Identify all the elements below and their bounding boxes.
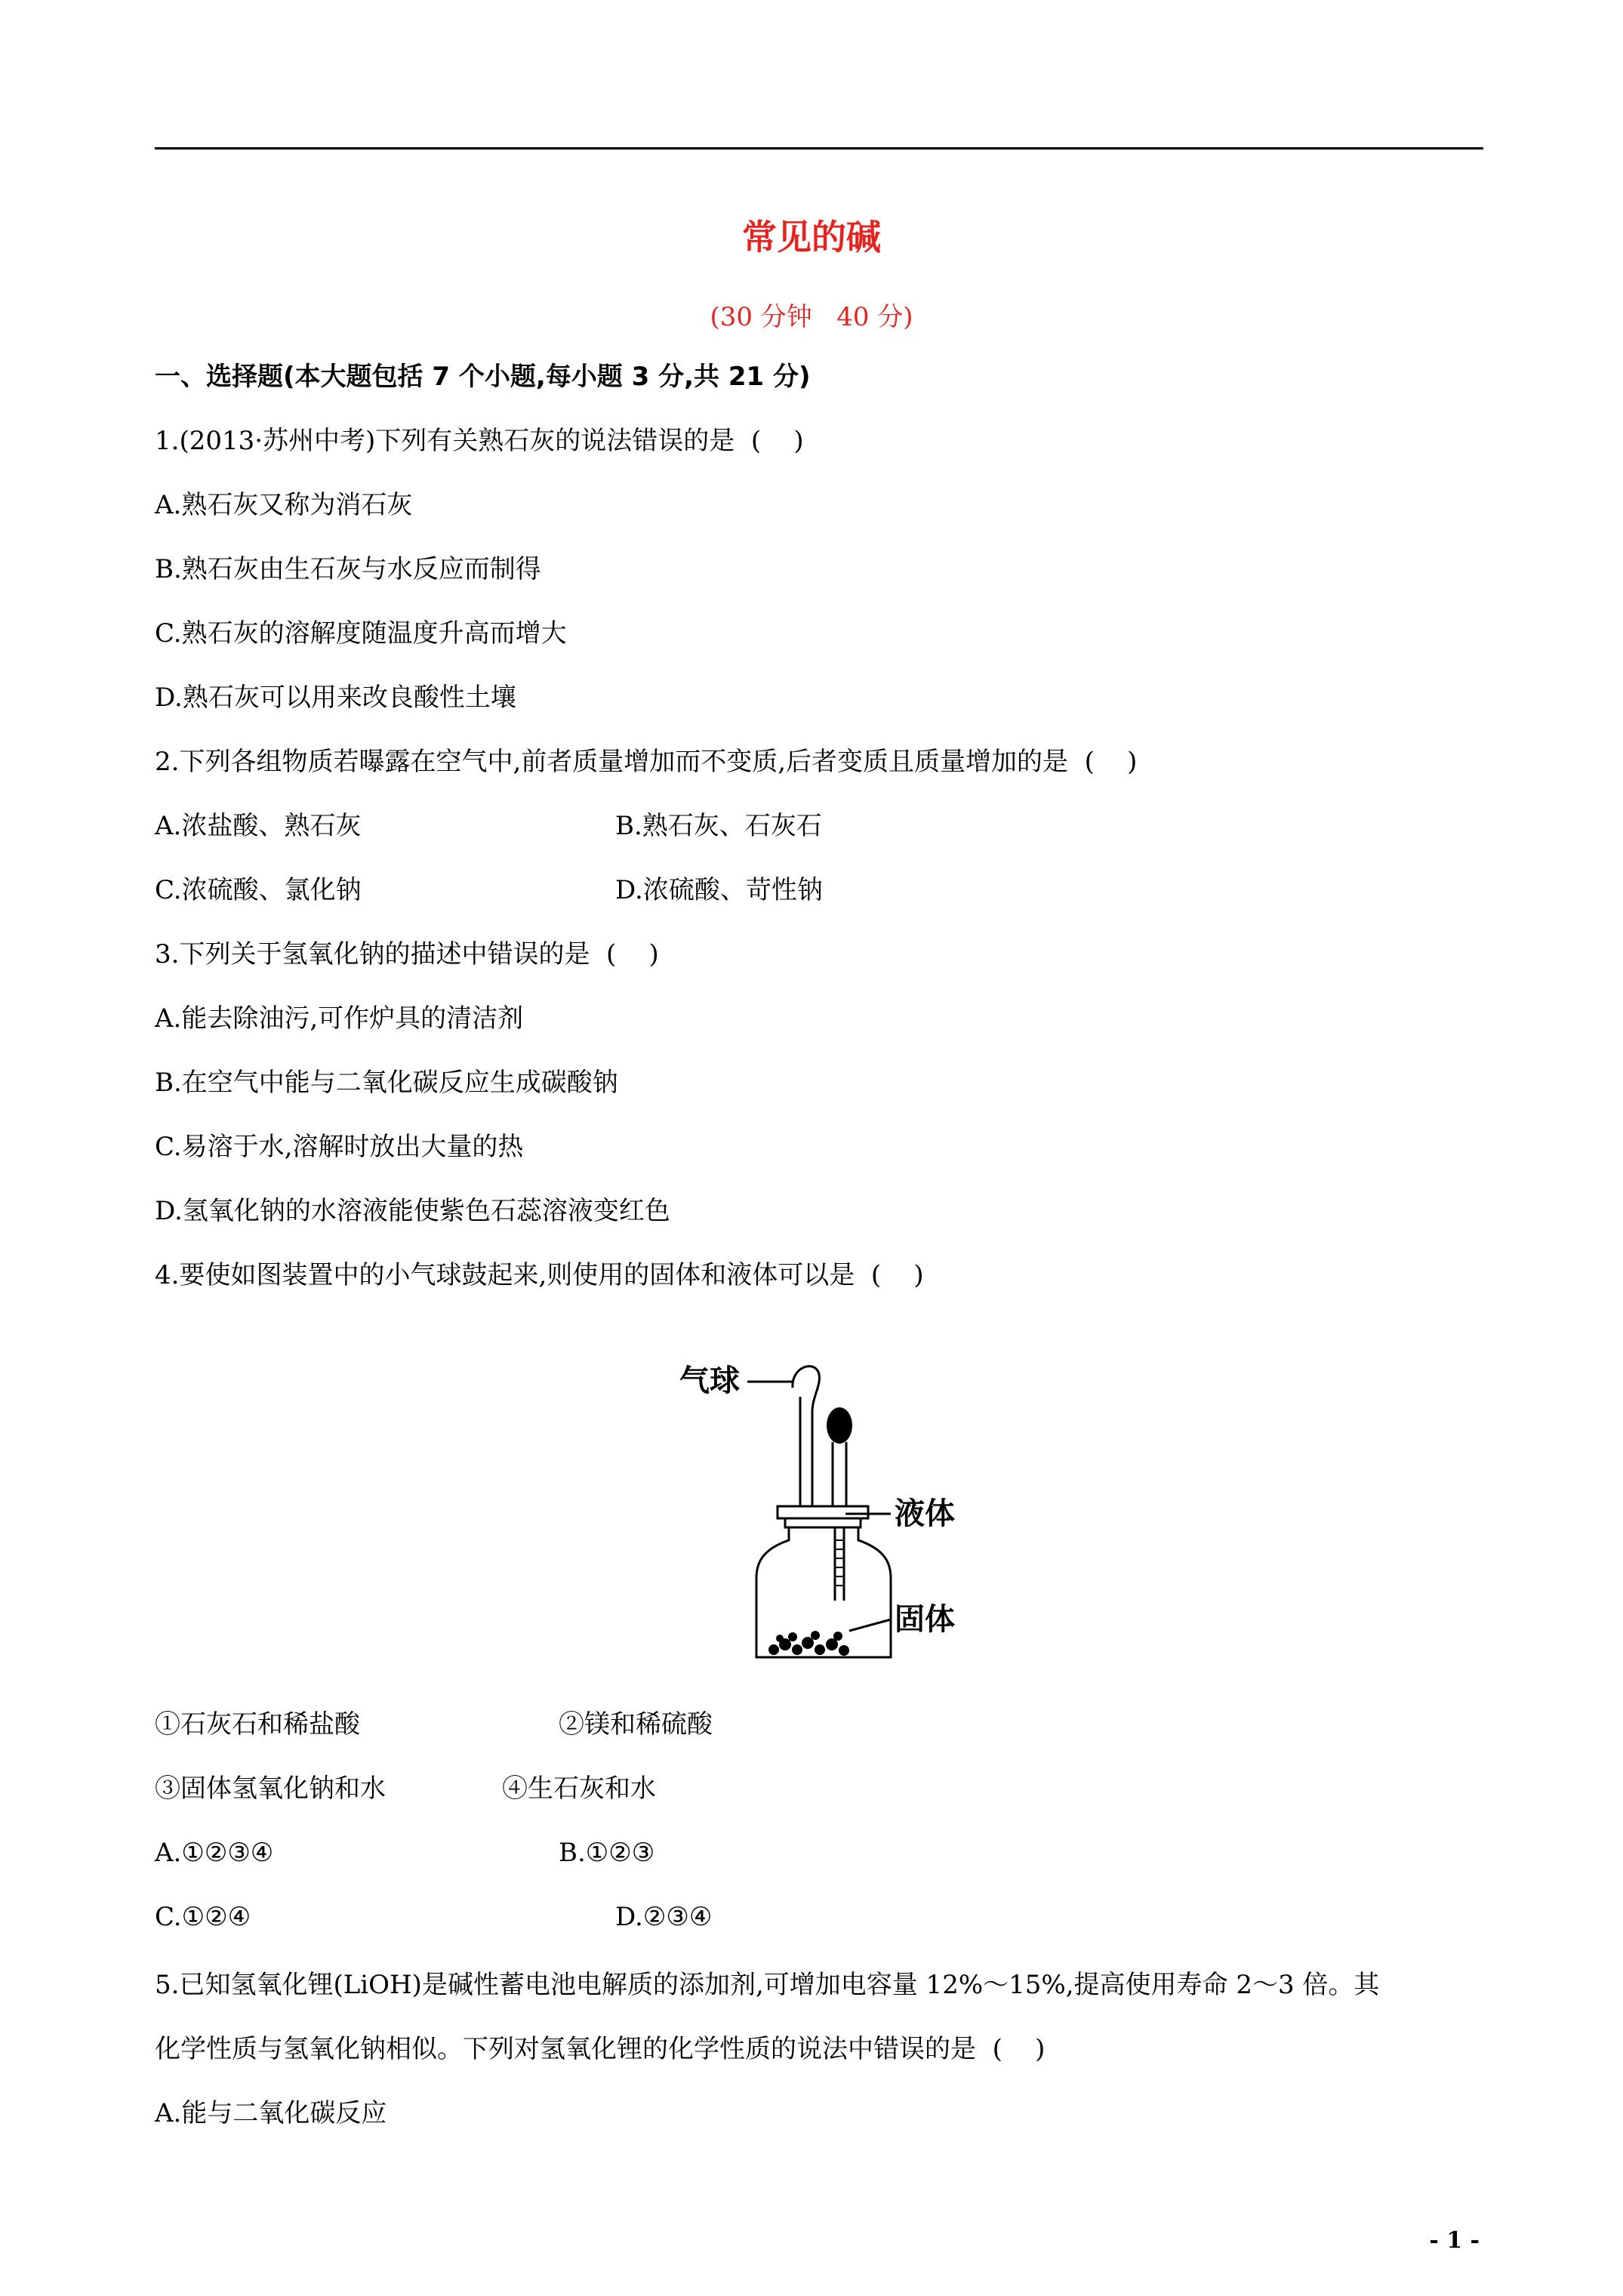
- time-score: (30 分钟 40 分): [710, 302, 913, 332]
- q4-item-1: ①石灰石和稀盐酸: [155, 1709, 360, 1740]
- q5-stem-line1: 5.已知氢氧化锂(LiOH)是碱性蓄电池电解质的添加剂,可增加电容量 12%～15%,提高使用寿命 2～3 倍。其: [155, 1970, 1380, 2000]
- stopper: [778, 1506, 868, 1518]
- q4-stem: 4.要使如图装置中的小气球鼓起来,则使用的固体和液体可以是 ( ): [155, 1260, 924, 1290]
- q4-option-b: B.①②③: [559, 1838, 655, 1868]
- dropper-bulb: [827, 1407, 852, 1444]
- q3-option-a: A.能去除油污,可作炉具的清洁剂: [155, 1003, 524, 1034]
- balloon-shape: [793, 1367, 820, 1412]
- q2-option-a: A.浓盐酸、熟石灰: [155, 811, 362, 841]
- page-title: 常见的碱: [742, 217, 881, 257]
- q2-option-d: D.浓硫酸、苛性钠: [615, 875, 823, 905]
- header-rule: [155, 147, 1483, 149]
- q4-option-c: C.①②④: [155, 1902, 251, 1932]
- q1-stem: 1.(2013·苏州中考)下列有关熟石灰的说法错误的是 ( ): [155, 426, 804, 456]
- solid-particles: [768, 1631, 849, 1656]
- q5-option-a: A.能与二氧化碳反应: [155, 2098, 387, 2128]
- section-heading: 一、选择题(本大题包括 7 个小题,每小题 3 分,共 21 分): [155, 362, 811, 392]
- liquid-label: 液体: [895, 1496, 955, 1531]
- page-number: - 1 -: [1429, 2227, 1480, 2254]
- solid-label: 固体: [895, 1602, 955, 1637]
- q4-option-a: A.①②③④: [155, 1838, 274, 1868]
- q3-option-b: B.在空气中能与二氧化碳反应生成碳酸钠: [155, 1068, 618, 1098]
- q5-stem-line2: 化学性质与氢氧化钠相似。下列对氢氧化锂的化学性质的说法中错误的是 ( ): [155, 2034, 1046, 2064]
- q2-stem: 2.下列各组物质若曝露在空气中,前者质量增加而不变质,后者变质且质量增加的是 ( ): [155, 747, 1138, 777]
- q1-option-a: A.熟石灰又称为消石灰: [155, 490, 413, 520]
- q1-option-c: C.熟石灰的溶解度随温度升高而增大: [155, 618, 567, 649]
- q1-option-b: B.熟石灰由生石灰与水反应而制得: [155, 554, 541, 584]
- q3-stem: 3.下列关于氢氧化钠的描述中错误的是 ( ): [155, 939, 659, 969]
- q1-option-d: D.熟石灰可以用来改良酸性土壤: [155, 683, 516, 713]
- balloon-apparatus-figure: [664, 1351, 981, 1669]
- q3-option-d: D.氢氧化钠的水溶液能使紫色石蕊溶液变红色: [155, 1196, 670, 1226]
- balloon-label: 气球: [679, 1364, 740, 1398]
- q4-item-3: ③固体氢氧化钠和水: [155, 1774, 386, 1804]
- q3-option-c: C.易溶于水,溶解时放出大量的热: [155, 1132, 524, 1162]
- q2-option-b: B.熟石灰、石灰石: [615, 811, 822, 841]
- q2-option-c: C.浓硫酸、氯化钠: [155, 875, 362, 905]
- q4-item-4: ④生石灰和水: [502, 1774, 656, 1804]
- q4-option-d: D.②③④: [615, 1902, 713, 1932]
- q4-item-2: ②镁和稀硫酸: [559, 1709, 713, 1740]
